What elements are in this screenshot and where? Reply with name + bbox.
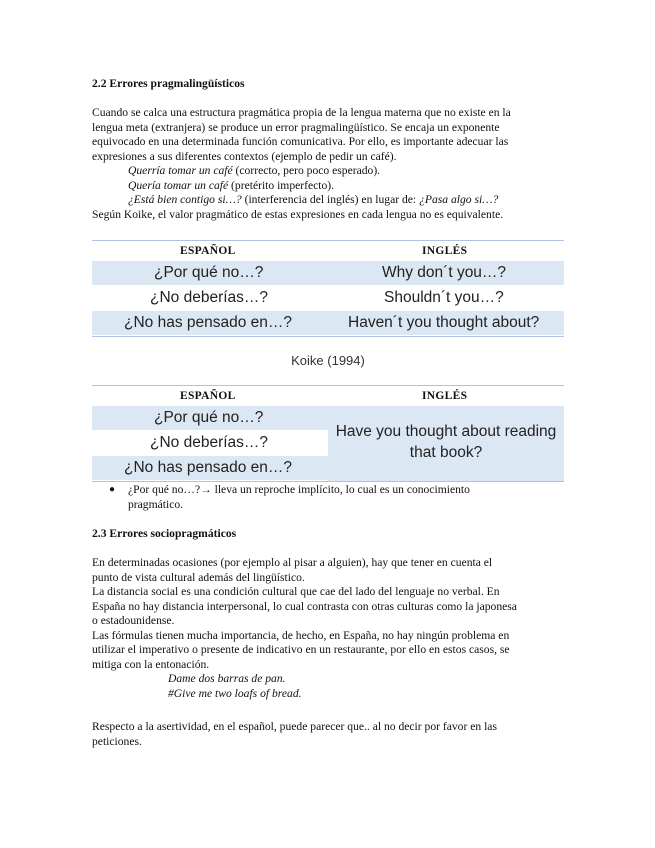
example-italic: ¿Está bien contigo si…? xyxy=(128,193,242,206)
paragraph-line: Según Koike, el valor pragmático de estas expresiones en cada lengua no es equivalente. xyxy=(92,207,504,221)
column-header-spanish: ESPAÑOL xyxy=(180,245,236,257)
example-italic: Dame dos barras de pan. xyxy=(168,672,286,685)
table-cell-spanish: ¿Por qué no…? xyxy=(154,264,264,281)
table-row xyxy=(92,311,564,335)
table-cell-spanish: ¿No deberías…? xyxy=(150,289,269,306)
table-cell-spanish: ¿Por qué no…? xyxy=(154,409,264,426)
table-reading xyxy=(92,385,564,485)
section-heading-2-3: 2.3 Errores sociopragmáticos xyxy=(92,527,237,540)
paragraph-line: o estadounidense. xyxy=(92,614,175,627)
example-note: (interferencia del inglés) en lugar de: xyxy=(241,193,420,206)
table-header xyxy=(92,385,564,406)
example-line xyxy=(128,179,334,194)
table-cell-spanish: ¿No has pensado en…? xyxy=(124,459,293,476)
example-note: (correcto, pero poco esperado). xyxy=(232,164,381,177)
paragraph-line: utilizar el imperativo o presente de indicativo en un restaurante, por ello en estos casos, se xyxy=(92,643,510,656)
paragraph-line: equivocado en una determinada función comunicativa. Por ello, es importante adecuar las xyxy=(92,135,509,148)
paragraph-line: Las fórmulas tienen mucha importancia, de hecho, en España, no hay ningún problema en xyxy=(92,628,510,642)
table-cell-spanish: ¿No has pensado en…? xyxy=(124,314,293,331)
table-cell-english: Haven´t you thought about? xyxy=(348,314,540,331)
table-row xyxy=(92,406,328,430)
column-header-spanish: ESPAÑOL xyxy=(180,390,236,402)
table-row xyxy=(92,261,564,285)
table-bottom-border xyxy=(92,481,564,482)
paragraph-line: lengua meta (extranjera) se produce un error pragmalingüístico. Se encaja un exponente xyxy=(92,120,500,134)
paragraph-line: punto de vista cultural además del lingüístico. xyxy=(92,570,305,584)
example-italic: ¿Pasa algo si…? xyxy=(419,193,499,206)
paragraph-line: Respecto a la asertividad, en el español, puede parecer que.. al no decir por favor en las xyxy=(92,720,497,733)
table-koike xyxy=(92,240,564,340)
bullet-text: pragmático. xyxy=(128,497,184,511)
column-header-english: INGLÉS xyxy=(422,245,468,257)
table-cell-english: Why don´t you…? xyxy=(382,264,507,281)
bullet-text: ¿Por qué no…?→ lleva un reproche implícito, lo cual es un conocimiento xyxy=(128,483,470,496)
merged-cell-line: that book? xyxy=(409,444,483,461)
table-bottom-border xyxy=(92,336,564,337)
example-line xyxy=(128,164,380,179)
table-header xyxy=(92,240,564,261)
table-row xyxy=(92,431,328,455)
paragraph-line: En determinadas ocasiones (por ejemplo al pisar a alguien), hay que tener en cuenta el xyxy=(92,556,493,569)
paragraph-line: mitiga con la entonación. xyxy=(92,657,210,671)
merged-english-cell xyxy=(328,406,564,481)
merged-cell-line: Have you thought about reading xyxy=(335,423,557,440)
paragraph-line: peticiones. xyxy=(92,734,142,748)
paragraph-line: Cuando se calca una estructura pragmática propia de la lengua materna que no existe en la xyxy=(92,106,511,119)
example-italic: Quería tomar un café xyxy=(128,178,229,192)
column-header-english: INGLÉS xyxy=(422,390,468,402)
example-italic: Querría tomar un café xyxy=(128,164,233,177)
table-caption: Koike (1994) xyxy=(291,353,365,368)
bullet-icon: ● xyxy=(109,484,116,495)
example-line xyxy=(128,193,498,208)
example-note: (pretérito imperfecto). xyxy=(228,178,335,192)
table-row xyxy=(92,456,328,480)
table-row xyxy=(92,286,564,310)
table-cell-spanish: ¿No deberías…? xyxy=(150,434,269,451)
paragraph-line: expresiones a sus diferentes contextos (ejemplo de pedir un café). xyxy=(92,149,397,163)
paragraph-line: La distancia social es una condición cultural que cae del lado del lenguaje no verbal. En xyxy=(92,585,500,598)
table-cell-english: Shouldn´t you…? xyxy=(384,289,504,306)
paragraph-line: España no hay distancia interpersonal, lo cual contrasta con otras culturas como la japonesa xyxy=(92,599,517,613)
example-italic: #Give me two loafs of bread. xyxy=(168,686,302,700)
section-heading-2-2: 2.2 Errores pragmalingüísticos xyxy=(92,77,245,90)
